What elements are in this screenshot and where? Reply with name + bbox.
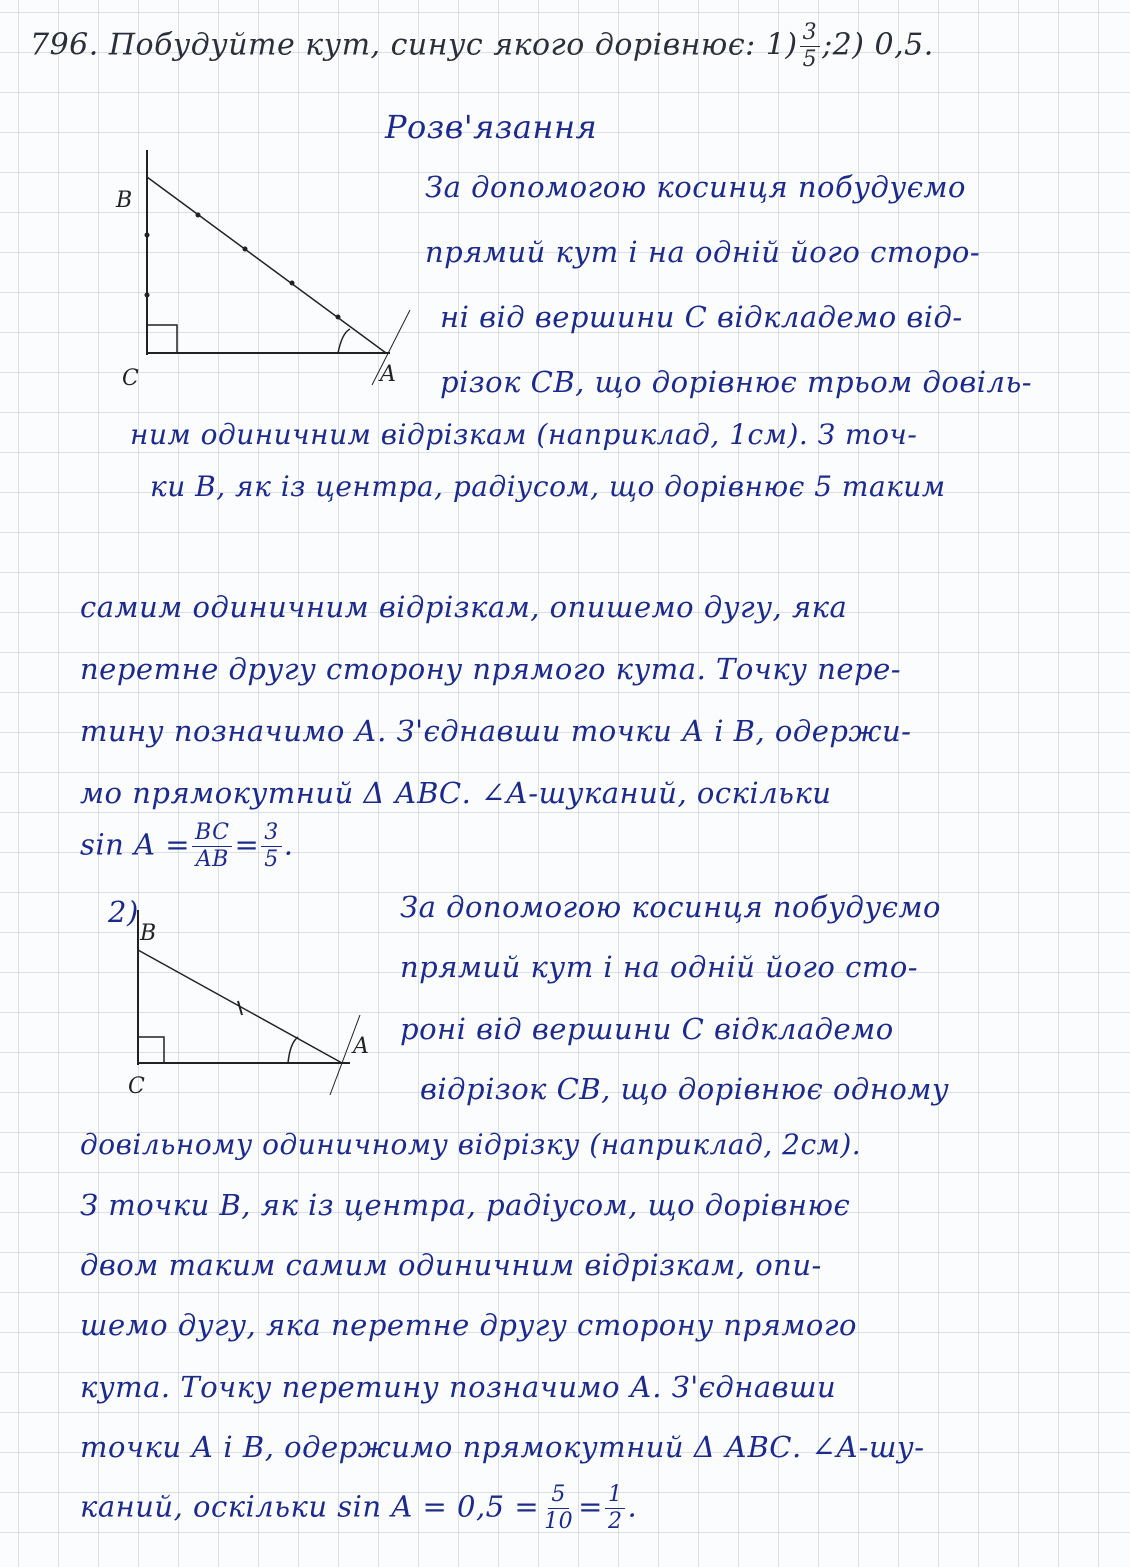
part1-line-1: За допомогою косинця побудуємо — [425, 170, 966, 204]
right-angle-mark-2 — [138, 1037, 164, 1063]
label-b-1: B — [116, 188, 133, 213]
part2-line-1: За допомогою косинця побудуємо — [400, 890, 941, 924]
hypotenuse-ab-1 — [147, 177, 386, 353]
fraction-1-2: $\frac{1}{2}$ — [605, 1484, 626, 1533]
label-a-2: A — [353, 1034, 369, 1059]
part1-line-6: ки В, як із центра, радіусом, що дорівнює 5 таким — [150, 470, 946, 503]
part1-line-2: прямий кут і на одній його сторо- — [425, 235, 981, 269]
label-b-2: B — [140, 921, 157, 946]
part2-formula: каний, оскільки sin A = 0,5 = $\frac{5}{10}$ = $\frac{1}{2}$ . — [80, 1482, 638, 1534]
label-c-1: C — [122, 366, 139, 391]
label-a-1: A — [380, 362, 396, 387]
solution-heading: Розв'язання — [385, 108, 598, 146]
angle-arc-1 — [338, 329, 350, 353]
part2-line-6: З точки В, як із центра, радіусом, що дорівнює — [80, 1188, 851, 1222]
problem-text: Побудуйте кут, синус якого дорівнює: 1) — [108, 27, 798, 63]
part2-line-9: кута. Точку перетину позначимо А. З'єднавши — [80, 1370, 837, 1404]
part1-line-4: різок СВ, що дорівнює трьом довіль- — [440, 365, 1033, 399]
part2-line-7: двом таким самим одиничним відрізкам, опи- — [80, 1248, 822, 1282]
fraction-5-10: $\frac{5}{10}$ — [544, 1482, 574, 1534]
triangle-figure-2 — [110, 905, 400, 1105]
fraction-3-5-result: $\frac{3}{5}$ — [261, 822, 282, 871]
triangle-figure-1 — [110, 145, 420, 395]
part2-line-5: довільному одиничному відрізку (наприклад, 2см). — [80, 1128, 862, 1161]
part2-line-10: точки А і В, одержимо прямокутний Δ АВС. ∠А-шу- — [80, 1430, 925, 1464]
problem-text-rest: ;2) 0,5. — [822, 27, 934, 63]
part2-line-4: відрізок СВ, що дорівнює одному — [420, 1072, 950, 1106]
part1-formula: sin A = $\frac{BC}{AB}$ = $\frac{3}{5}$ . — [80, 820, 294, 872]
part1-line-3: ні від вершини С відкладемо від- — [440, 300, 963, 334]
part1-line-10: мо прямокутний Δ АВС. ∠А-шуканий, оскільки — [80, 776, 832, 810]
part2-marker: 2) — [108, 895, 139, 929]
right-angle-mark-1 — [147, 325, 177, 353]
part2-line-3: роні від вершини С відкладемо — [400, 1012, 894, 1046]
part1-line-5: ним одиничним відрізкам (наприклад, 1см). З точ- — [130, 418, 918, 451]
problem-number: 796. — [30, 27, 99, 63]
label-c-2: C — [128, 1074, 145, 1099]
part1-line-9: тину позначимо А. З'єднавши точки А і В, одержи- — [80, 714, 912, 748]
fraction-3-5: $\frac{3}{5}$ — [800, 22, 821, 71]
part1-line-7: самим одиничним відрізкам, опишемо дугу, яка — [80, 590, 848, 624]
angle-arc-2 — [288, 1037, 298, 1063]
problem-statement — [30, 22, 934, 71]
part2-line-8: шемо дугу, яка перетне другу сторону прямого — [80, 1308, 857, 1342]
fraction-bc-ab: $\frac{BC}{AB}$ — [192, 822, 232, 871]
part2-line-2: прямий кут і на одній його сто- — [400, 950, 919, 984]
part1-line-8: перетне другу сторону прямого кута. Точку пере- — [80, 652, 902, 686]
